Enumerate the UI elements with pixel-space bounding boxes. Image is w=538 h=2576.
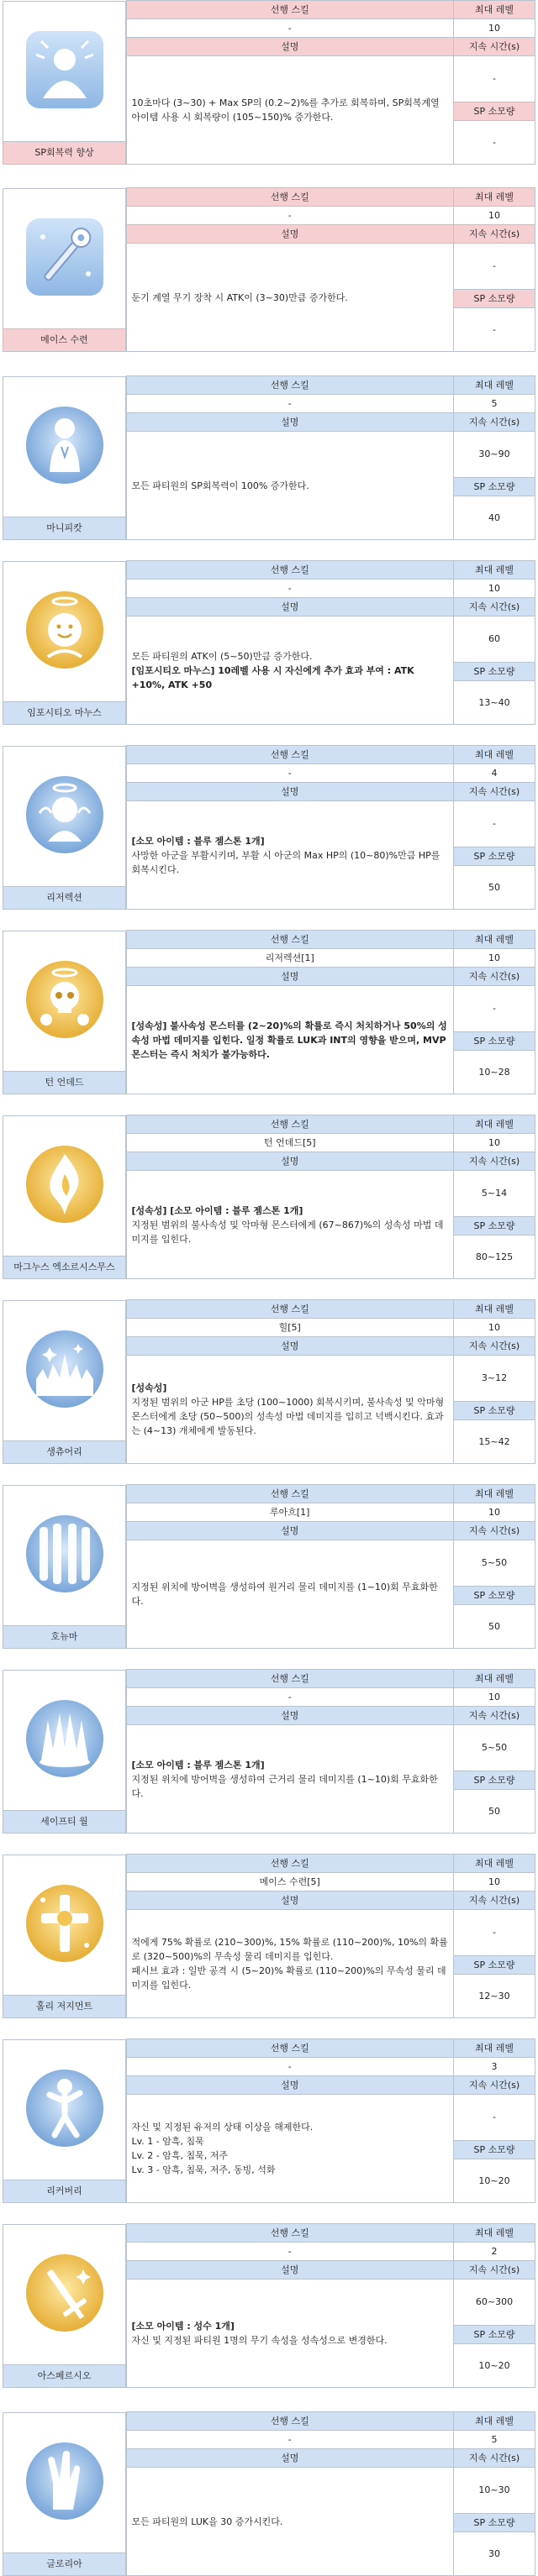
skill-block bbox=[3, 375, 535, 540]
skill-description-line: 지정된 범위의 불사속성 및 악마형 몬스터에게 (67~867)%의 성속성 마법 데미지를 입힌다. bbox=[131, 1219, 444, 1245]
duration-header: 지속 시간(s) bbox=[454, 225, 535, 244]
skill-description-line: [소모 아이템 : 블루 젬스톤 1개] bbox=[131, 835, 265, 847]
max-level-value: 10 bbox=[454, 949, 535, 968]
skill-description bbox=[126, 2468, 454, 2576]
skill-name: 생츄어리 bbox=[3, 1440, 126, 1464]
skill-icon-frame bbox=[3, 2412, 126, 2552]
prereq-header: 선행 스킬 bbox=[126, 1855, 454, 1873]
sp-cost-value: 10~28 bbox=[454, 1051, 535, 1094]
skill-table bbox=[3, 1115, 535, 1279]
duration-header: 지속 시간(s) bbox=[454, 783, 535, 801]
duration-value: - bbox=[454, 2095, 535, 2141]
skill-description-line: [성속성] [소모 아이템 : 블루 젬스톤 1개] bbox=[131, 1204, 303, 1216]
description-header: 설명 bbox=[126, 598, 454, 616]
max-level-header: 최대 레벨 bbox=[454, 2224, 535, 2243]
skill-description bbox=[126, 56, 454, 165]
prereq-header: 선행 스킬 bbox=[126, 1, 454, 19]
sp-cost-value: 80~125 bbox=[454, 1236, 535, 1279]
skill-block bbox=[3, 1484, 535, 1649]
sp-cost-value: 50 bbox=[454, 1605, 535, 1649]
prereq-header: 선행 스킬 bbox=[126, 376, 454, 395]
max-level-value: 3 bbox=[454, 2058, 535, 2076]
skill-name: 글로리아 bbox=[3, 2552, 126, 2576]
prereq-value: - bbox=[126, 19, 454, 38]
skill-name: SP회복력 향상 bbox=[3, 141, 126, 165]
max-level-header: 최대 레벨 bbox=[454, 2039, 535, 2058]
skill-block bbox=[3, 1299, 535, 1464]
skill-description bbox=[126, 1171, 454, 1279]
skill-description-line: 지정된 위치에 방어벽을 생성하여 근거리 물리 데미지를 (1~10)회 무효화한다. bbox=[131, 1773, 438, 1799]
prereq-value: 리저렉션[1] bbox=[126, 949, 454, 968]
skill-block bbox=[3, 930, 535, 1094]
sp-cost-header: SP 소모량 bbox=[454, 478, 535, 496]
skill-icon-frame bbox=[3, 376, 126, 517]
description-header: 설명 bbox=[126, 1152, 454, 1171]
skill-block bbox=[3, 560, 535, 725]
max-level-value: 2 bbox=[454, 2243, 535, 2261]
skill-description bbox=[126, 1540, 454, 1649]
prereq-value: 턴 언데드[5] bbox=[126, 1134, 454, 1152]
sp-cost-header: SP 소모량 bbox=[454, 1032, 535, 1051]
skill-block bbox=[3, 187, 535, 352]
max-level-value: 10 bbox=[454, 1134, 535, 1152]
duration-header: 지속 시간(s) bbox=[454, 2261, 535, 2280]
max-level-value: 10 bbox=[454, 1873, 535, 1891]
prereq-value: - bbox=[126, 764, 454, 783]
max-level-value: 10 bbox=[454, 1503, 535, 1522]
skull-halo-icon bbox=[24, 959, 105, 1043]
skill-description-line: [임포시티오 마누스] 10레벨 사용 시 자신에게 추가 효과 부여 : ATK +10%, ATK +50 bbox=[131, 664, 414, 690]
description-header: 설명 bbox=[126, 783, 454, 801]
description-header: 설명 bbox=[126, 225, 454, 244]
prereq-value: 힐[5] bbox=[126, 1319, 454, 1337]
skill-table bbox=[3, 930, 535, 1094]
prereq-header: 선행 스킬 bbox=[126, 1670, 454, 1688]
duration-value: 60~300 bbox=[454, 2280, 535, 2326]
description-header: 설명 bbox=[126, 2076, 454, 2095]
sp-cost-value: - bbox=[454, 121, 535, 165]
skill-description-line: [성속성] bbox=[131, 1382, 167, 1393]
skill-description-line: 자신 및 지정된 파티원 1명의 무기 속성을 성속성으로 변경한다. bbox=[131, 2335, 388, 2346]
skill-icon-frame bbox=[3, 561, 126, 701]
sp-cost-value: 12~30 bbox=[454, 1975, 535, 2018]
duration-header: 지속 시간(s) bbox=[454, 2449, 535, 2468]
prereq-value: - bbox=[126, 2058, 454, 2076]
max-level-header: 최대 레벨 bbox=[454, 376, 535, 395]
description-header: 설명 bbox=[126, 1891, 454, 1910]
skill-icon-frame bbox=[3, 1115, 126, 1256]
skill-name: 홀리 저지먼트 bbox=[3, 1995, 126, 2018]
duration-header: 지속 시간(s) bbox=[454, 968, 535, 986]
prereq-header: 선행 스킬 bbox=[126, 1300, 454, 1319]
skill-icon-frame bbox=[3, 931, 126, 1071]
prereq-value: - bbox=[126, 395, 454, 413]
skill-name: 메이스 수련 bbox=[3, 328, 126, 352]
sp-cost-header: SP 소모량 bbox=[454, 2326, 535, 2344]
duration-header: 지속 시간(s) bbox=[454, 1337, 535, 1356]
skill-table bbox=[3, 745, 535, 910]
sp-cost-header: SP 소모량 bbox=[454, 2514, 535, 2532]
prereq-value: - bbox=[126, 2431, 454, 2449]
max-level-header: 최대 레벨 bbox=[454, 746, 535, 764]
skill-description bbox=[126, 2095, 454, 2203]
description-header: 설명 bbox=[126, 1707, 454, 1725]
duration-value: - bbox=[454, 986, 535, 1032]
skill-description-line: [소모 아이템 : 성수 1개] bbox=[131, 2321, 235, 2332]
skill-description-line: 모든 파티원의 LUK을 30 증가시킨다. bbox=[131, 2516, 283, 2527]
duration-value: - bbox=[454, 801, 535, 847]
sp-cost-value: 40 bbox=[454, 496, 535, 540]
safety-wall-icon bbox=[24, 1698, 105, 1782]
prereq-header: 선행 스킬 bbox=[126, 2412, 454, 2431]
skill-icon-frame bbox=[3, 1300, 126, 1440]
max-level-header: 최대 레벨 bbox=[454, 1, 535, 19]
sp-cost-header: SP 소모량 bbox=[454, 847, 535, 866]
prereq-header: 선행 스킬 bbox=[126, 2039, 454, 2058]
max-level-value: 5 bbox=[454, 2431, 535, 2449]
prereq-value: 루아흐[1] bbox=[126, 1503, 454, 1522]
sp-cost-header: SP 소모량 bbox=[454, 102, 535, 121]
duration-value: 10~30 bbox=[454, 2468, 535, 2514]
duration-header: 지속 시간(s) bbox=[454, 2076, 535, 2095]
description-header: 설명 bbox=[126, 38, 454, 56]
skill-icon-frame bbox=[3, 1, 126, 141]
skill-block bbox=[3, 1669, 535, 1834]
skill-description-line: [성속성] 불사속성 몬스터를 (2~20)%의 확률로 즉시 처치하거나 50%의 성속성 마법 데미지를 입힌다. 일정 확률로 LUK과 INT의 영향을 받으며, MVP 몬스터는 즉시 처치가 불가능하다. bbox=[131, 1020, 447, 1060]
max-level-header: 최대 레벨 bbox=[454, 931, 535, 949]
duration-header: 지속 시간(s) bbox=[454, 413, 535, 432]
max-level-value: 10 bbox=[454, 1688, 535, 1707]
skill-description-line: 모든 파티원의 ATK이 (5~50)만큼 증가한다. bbox=[131, 650, 313, 662]
holy-flame-icon bbox=[24, 1144, 105, 1228]
sp-cost-value: 13~40 bbox=[454, 681, 535, 725]
sp-cost-value: 50 bbox=[454, 1790, 535, 1834]
sp-cost-header: SP 소모량 bbox=[454, 1771, 535, 1790]
duration-value: - bbox=[454, 56, 535, 102]
duration-value: 3~12 bbox=[454, 1356, 535, 1402]
aspersio-icon bbox=[24, 2253, 105, 2337]
duration-value: 5~50 bbox=[454, 1725, 535, 1771]
skill-icon-frame bbox=[3, 1485, 126, 1625]
smiling-angel-icon bbox=[24, 590, 105, 674]
skill-description bbox=[126, 1910, 454, 2018]
skill-name: 세이프티 월 bbox=[3, 1810, 126, 1834]
duration-header: 지속 시간(s) bbox=[454, 1152, 535, 1171]
max-level-value: 10 bbox=[454, 580, 535, 598]
prereq-value: 메이스 수련[5] bbox=[126, 1873, 454, 1891]
skill-description bbox=[126, 1725, 454, 1834]
praying-figure-icon bbox=[24, 405, 105, 489]
max-level-value: 10 bbox=[454, 1319, 535, 1337]
skill-description-line: Lv. 1 - 암흑, 침묵 bbox=[131, 2136, 204, 2147]
duration-header: 지속 시간(s) bbox=[454, 38, 535, 56]
skill-name: 임포시티오 마누스 bbox=[3, 701, 126, 725]
sp-cost-header: SP 소모량 bbox=[454, 1217, 535, 1236]
skill-table bbox=[3, 0, 535, 165]
sanctuary-icon bbox=[24, 1329, 105, 1413]
description-header: 설명 bbox=[126, 968, 454, 986]
skill-name: 마니피캇 bbox=[3, 517, 126, 540]
skill-table bbox=[3, 1299, 535, 1464]
skill-table bbox=[3, 1484, 535, 1649]
duration-value: 30~90 bbox=[454, 432, 535, 478]
skill-description bbox=[126, 244, 454, 352]
skill-table bbox=[3, 375, 535, 540]
duration-value: - bbox=[454, 1910, 535, 1956]
sp-recovery-icon bbox=[24, 29, 105, 113]
max-level-header: 최대 레벨 bbox=[454, 2412, 535, 2431]
duration-header: 지속 시간(s) bbox=[454, 1522, 535, 1540]
skill-name: 턴 언데드 bbox=[3, 1071, 126, 1094]
skill-table bbox=[3, 1854, 535, 2018]
description-header: 설명 bbox=[126, 1337, 454, 1356]
skill-block bbox=[3, 0, 535, 165]
skill-description-line: Lv. 3 - 암흑, 침묵, 저주, 동빙, 석화 bbox=[131, 2164, 276, 2175]
max-level-header: 최대 레벨 bbox=[454, 1855, 535, 1873]
description-header: 설명 bbox=[126, 413, 454, 432]
skill-description-line: 둔기 계열 무기 장착 시 ATK이 (3~30)만큼 증가한다. bbox=[131, 291, 348, 303]
sp-cost-value: - bbox=[454, 308, 535, 352]
max-level-header: 최대 레벨 bbox=[454, 1670, 535, 1688]
skill-name: 호뉴마 bbox=[3, 1625, 126, 1649]
max-level-value: 5 bbox=[454, 395, 535, 413]
mace-icon bbox=[24, 217, 105, 301]
skill-description-line: [소모 아이템 : 블루 젬스톤 1개] bbox=[131, 1759, 265, 1771]
sp-cost-header: SP 소모량 bbox=[454, 663, 535, 681]
sp-cost-value: 50 bbox=[454, 866, 535, 910]
skill-description-line: 모든 파티원의 SP회복력이 100% 증가한다. bbox=[131, 480, 309, 491]
skill-block bbox=[3, 2223, 535, 2388]
skill-icon-frame bbox=[3, 746, 126, 886]
skill-description-line: 사망한 아군을 부활시키며, 부활 시 아군의 Max HP의 (10~80)%만큼 HP를 회복시킨다. bbox=[131, 849, 440, 875]
skill-description bbox=[126, 2280, 454, 2388]
duration-value: 60 bbox=[454, 616, 535, 663]
prereq-value: - bbox=[126, 580, 454, 598]
skill-icon-frame bbox=[3, 188, 126, 328]
prereq-value: - bbox=[126, 2243, 454, 2261]
recovery-icon bbox=[24, 2068, 105, 2152]
skill-description-line: 적에게 75% 확률로 (210~300)%, 15% 확률로 (110~200)%, 10%의 확률로 (320~500)%의 무속성 물리 데미지를 입힌다. bbox=[131, 1937, 448, 1962]
prereq-header: 선행 스킬 bbox=[126, 1115, 454, 1134]
pneuma-icon bbox=[24, 1514, 105, 1598]
prereq-header: 선행 스킬 bbox=[126, 188, 454, 207]
skill-name: 리저렉션 bbox=[3, 886, 126, 910]
skill-description-line: 지정된 범위의 아군 HP를 초당 (100~1000) 회복시키며, 불사속성 및 악마형 몬스터에게 초당 (50~500)의 성속성 마법 데미지를 입히고 넉백시킨다. 효과는 (4~13) 개체에게 발동된다. bbox=[131, 1397, 445, 1436]
sp-cost-value: 10~20 bbox=[454, 2344, 535, 2388]
skill-icon-frame bbox=[3, 1670, 126, 1810]
gloria-icon bbox=[24, 2441, 105, 2525]
skill-description bbox=[126, 801, 454, 910]
max-level-header: 최대 레벨 bbox=[454, 1485, 535, 1503]
skill-icon-frame bbox=[3, 1855, 126, 1995]
duration-header: 지속 시간(s) bbox=[454, 1707, 535, 1725]
skill-name: 리커버리 bbox=[3, 2180, 126, 2203]
skill-description-line: 지정된 위치에 방어벽을 생성하여 원거리 물리 데미지를 (1~10)회 무효화한다. bbox=[131, 1582, 438, 1607]
skill-table bbox=[3, 2223, 535, 2388]
sp-cost-header: SP 소모량 bbox=[454, 290, 535, 308]
skill-description bbox=[126, 1356, 454, 1464]
skill-table bbox=[3, 2038, 535, 2203]
sp-cost-header: SP 소모량 bbox=[454, 1587, 535, 1605]
max-level-header: 최대 레벨 bbox=[454, 1300, 535, 1319]
prereq-header: 선행 스킬 bbox=[126, 2224, 454, 2243]
duration-value: 5~50 bbox=[454, 1540, 535, 1587]
revived-angel-icon bbox=[24, 774, 105, 858]
skill-block bbox=[3, 2411, 535, 2576]
skill-description-line: Lv. 2 - 암흑, 침묵, 저주 bbox=[131, 2150, 228, 2161]
sp-cost-value: 30 bbox=[454, 2532, 535, 2576]
skill-icon-frame bbox=[3, 2039, 126, 2180]
duration-header: 지속 시간(s) bbox=[454, 598, 535, 616]
duration-header: 지속 시간(s) bbox=[454, 1891, 535, 1910]
skill-table bbox=[3, 2411, 535, 2576]
sp-cost-header: SP 소모량 bbox=[454, 2141, 535, 2159]
description-header: 설명 bbox=[126, 1522, 454, 1540]
sp-cost-header: SP 소모량 bbox=[454, 1402, 535, 1420]
prereq-header: 선행 스킬 bbox=[126, 1485, 454, 1503]
max-level-header: 최대 레벨 bbox=[454, 561, 535, 580]
max-level-header: 최대 레벨 bbox=[454, 1115, 535, 1134]
skill-description-line: 10초마다 (3~30) + Max SP의 (0.2~2)%를 추가로 회복하며, SP회복계열 아이템 사용 시 회복량이 (105~150)% 증가한다. bbox=[131, 97, 440, 123]
skill-description-line: 자신 및 지정된 유저의 상태 이상을 해제한다. bbox=[131, 2122, 314, 2133]
prereq-value: - bbox=[126, 1688, 454, 1707]
description-header: 설명 bbox=[126, 2261, 454, 2280]
sp-cost-header: SP 소모량 bbox=[454, 1956, 535, 1975]
max-level-value: 10 bbox=[454, 207, 535, 225]
skill-icon-frame bbox=[3, 2224, 126, 2364]
prereq-value: - bbox=[126, 207, 454, 225]
skill-table bbox=[3, 1669, 535, 1834]
sp-cost-value: 10~20 bbox=[454, 2159, 535, 2203]
max-level-header: 최대 레벨 bbox=[454, 188, 535, 207]
prereq-header: 선행 스킬 bbox=[126, 746, 454, 764]
duration-value: - bbox=[454, 244, 535, 290]
skill-description bbox=[126, 616, 454, 725]
max-level-value: 4 bbox=[454, 764, 535, 783]
skill-name: 마그누스 엑소르시스무스 bbox=[3, 1256, 126, 1279]
skill-table bbox=[3, 560, 535, 725]
max-level-value: 10 bbox=[454, 19, 535, 38]
skill-block bbox=[3, 2038, 535, 2203]
description-header: 설명 bbox=[126, 2449, 454, 2468]
skill-block bbox=[3, 745, 535, 910]
skill-description-line: 패시브 효과 : 일반 공격 시 (5~20)% 확률로 (110~200)%의 무속성 물리 데미지를 입힌다. bbox=[131, 1965, 446, 1991]
prereq-header: 선행 스킬 bbox=[126, 931, 454, 949]
prereq-header: 선행 스킬 bbox=[126, 561, 454, 580]
skill-table bbox=[3, 187, 535, 352]
duration-value: 5~14 bbox=[454, 1171, 535, 1217]
holy-cross-icon bbox=[24, 1883, 105, 1967]
skill-name: 아스페르시오 bbox=[3, 2364, 126, 2388]
skill-block bbox=[3, 1115, 535, 1279]
skill-description bbox=[126, 986, 454, 1094]
skill-description bbox=[126, 432, 454, 540]
skill-block bbox=[3, 1854, 535, 2018]
sp-cost-value: 15~42 bbox=[454, 1420, 535, 1464]
